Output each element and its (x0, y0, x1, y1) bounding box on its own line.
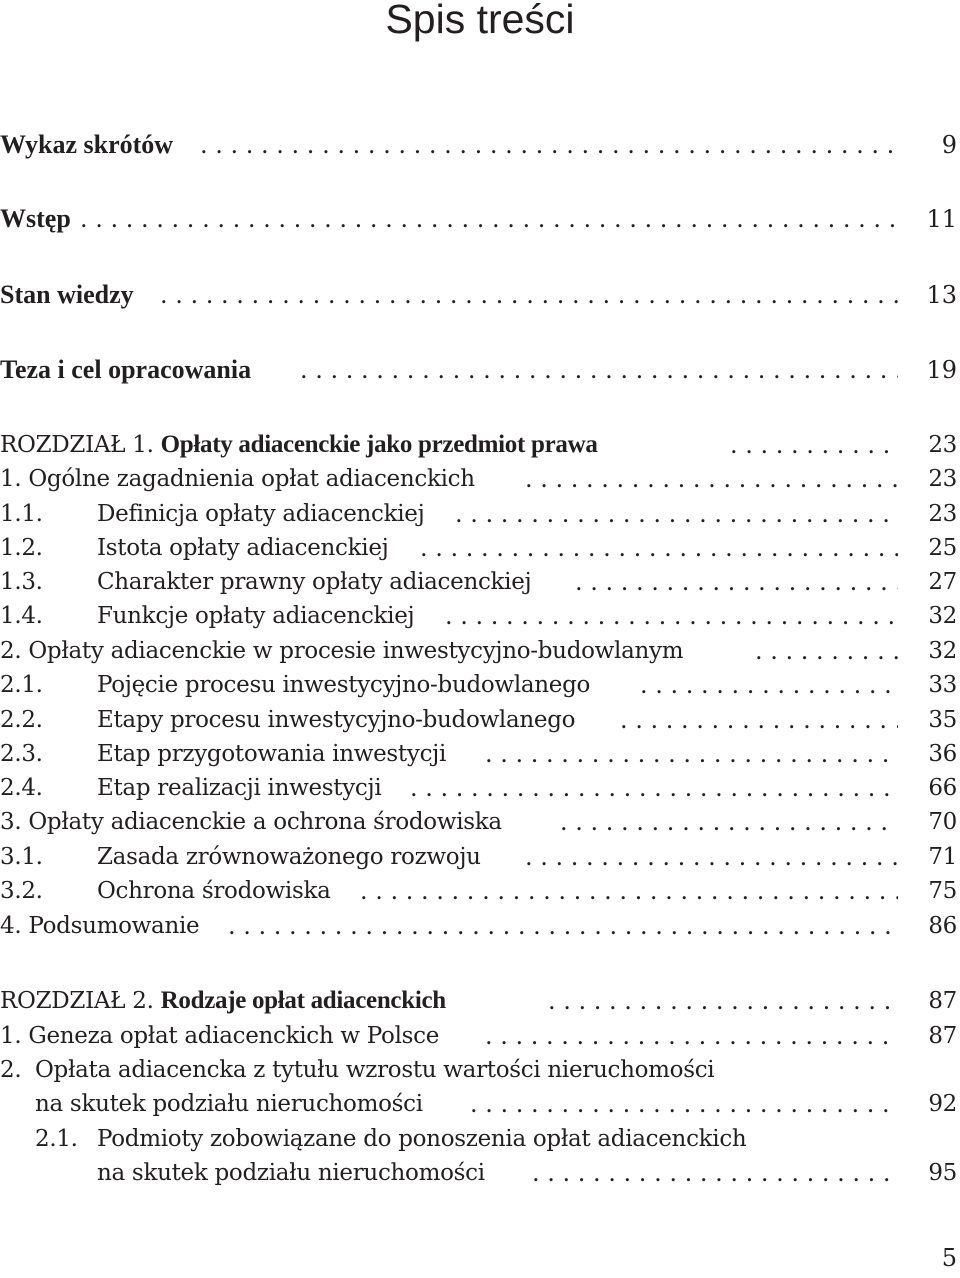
toc-page-number: 87 (901, 1020, 957, 1052)
toc-entry[interactable] (0, 600, 960, 632)
toc-entry[interactable] (0, 704, 960, 736)
dot-leader (548, 985, 898, 1017)
toc-page-number: 87 (901, 985, 957, 1017)
toc-chapter-heading (0, 985, 448, 1017)
toc-chapter-heading (0, 429, 600, 461)
toc-entry-label: Teza i cel opracowania (0, 355, 252, 384)
toc-entry-label: 1.4. Funkcje opłaty adiacenckiej (0, 600, 416, 632)
toc-entry[interactable] (0, 841, 960, 873)
toc-entry-label-line2: na skutek podziału nieruchomości (35, 1088, 425, 1120)
toc-entry-label: 3.2. Ochrona środowiska (0, 875, 333, 907)
toc-chapter-1[interactable] (0, 429, 960, 461)
toc-page-number: 32 (901, 600, 957, 632)
toc-entry-label: 2.2. Etapy procesu inwestycyjno-budowlanego (0, 704, 577, 736)
toc-entry-label-line1: 2. Opłata adiacencka z tytułu wzrostu wartości nieruchomości (0, 1057, 715, 1083)
toc-entry-label: 1.2. Istota opłaty adiacenckiej (0, 532, 390, 564)
dot-leader (755, 635, 898, 667)
chapter-title: Rodzaje opłat adiacenckich (160, 987, 446, 1014)
dot-leader (470, 1088, 898, 1120)
toc-entry[interactable] (0, 772, 960, 804)
toc-page-number: 27 (901, 566, 957, 598)
toc-entry[interactable] (0, 910, 960, 942)
dot-leader (532, 1157, 898, 1189)
toc-page-number: 33 (901, 669, 957, 701)
toc-entry[interactable] (0, 806, 960, 838)
chapter-title: Opłaty adiacenckie jako przedmiot prawa (160, 431, 598, 458)
toc-entry[interactable] (0, 1123, 960, 1193)
toc-page-number: 19 (901, 354, 957, 386)
toc-page-number: 11 (901, 203, 957, 235)
toc-page-number: 86 (901, 910, 957, 942)
dot-leader (525, 841, 898, 873)
dot-leader (620, 704, 898, 736)
toc-entry-label: Wykaz skrótów (0, 130, 174, 159)
dot-leader (485, 1020, 898, 1052)
toc-page-number: 23 (901, 429, 957, 461)
toc-entry-label: 2. Opłaty adiacenckie w procesie inwestycyjno-budowlanym (0, 635, 685, 667)
toc-entry-label: 2.1. Pojęcie procesu inwestycyjno-budowlanego (0, 669, 592, 701)
dot-leader (485, 738, 898, 770)
chapter-prefix: ROZDZIAŁ 2. (0, 988, 154, 1014)
toc-entry[interactable] (0, 669, 960, 701)
toc-entry-label: 2.3. Etap przygotowania inwestycji (0, 738, 448, 770)
toc-entry[interactable] (0, 532, 960, 564)
toc-entry-label: Wstęp (0, 204, 71, 233)
dot-leader (525, 463, 898, 495)
toc-entry-label-line2: na skutek podziału nieruchomości (97, 1157, 487, 1189)
toc-entry-label: 1. Ogólne zagadnienia opłat adiacenckich (0, 463, 477, 495)
toc-entry-label: 1.3. Charakter prawny opłaty adiacenckiej (0, 566, 533, 598)
dot-leader (228, 910, 898, 942)
toc-page-number: 36 (901, 738, 957, 770)
toc-page-number: 95 (901, 1157, 957, 1189)
toc-page-number: 70 (901, 806, 957, 838)
toc-entry-teza-i-cel[interactable] (0, 354, 960, 386)
toc-page-number: 9 (901, 129, 957, 161)
page-title: Spis treści (385, 0, 575, 42)
dot-leader (80, 203, 898, 235)
toc-entry-label: 1.1. Definicja opłaty adiacenckiej (0, 498, 426, 530)
toc-page-number: 13 (901, 279, 957, 311)
dot-leader (455, 498, 898, 530)
toc-page-number: 25 (901, 532, 957, 564)
dot-leader (445, 600, 898, 632)
toc-page-number: 71 (901, 841, 957, 873)
dot-leader (560, 806, 898, 838)
dot-leader (300, 354, 898, 386)
toc-entry-label: 1. Geneza opłat adiacenckich w Polsce (0, 1020, 441, 1052)
dot-leader (575, 566, 898, 598)
dot-leader (640, 669, 898, 701)
dot-leader (360, 875, 898, 907)
toc-page-number: 75 (901, 875, 957, 907)
toc-entry[interactable] (0, 498, 960, 530)
toc-page-number: 66 (901, 772, 957, 804)
chapter-prefix: ROZDZIAŁ 1. (0, 432, 154, 458)
toc-entry-stan-wiedzy[interactable] (0, 279, 960, 311)
dot-leader (410, 772, 898, 804)
toc-entry-label: 3. Opłaty adiacenckie a ochrona środowiska (0, 806, 504, 838)
toc-page-number: 35 (901, 704, 957, 736)
toc-page-number: 23 (901, 463, 957, 495)
page-folio-number: 5 (941, 1244, 957, 1272)
toc-page-number: 23 (901, 498, 957, 530)
dot-leader (200, 129, 898, 161)
toc-page-number: 32 (901, 635, 957, 667)
toc-entry-label: 3.1. Zasada zrównoważonego rozwoju (0, 841, 483, 873)
dot-leader (730, 429, 898, 461)
toc-page-number: 92 (901, 1088, 957, 1120)
toc-entry[interactable] (0, 875, 960, 907)
toc-chapter-2[interactable] (0, 985, 960, 1017)
dot-leader (420, 532, 898, 564)
toc-entry[interactable] (0, 635, 960, 667)
toc-entry[interactable] (0, 566, 960, 598)
toc-entry-label: 4. Podsumowanie (0, 910, 201, 942)
dot-leader (160, 279, 898, 311)
toc-entry[interactable] (0, 738, 960, 770)
toc-entry[interactable] (0, 463, 960, 495)
toc-entry-label: Stan wiedzy (0, 280, 134, 309)
toc-entry[interactable] (0, 1054, 960, 1124)
toc-entry-wykaz-skrotow[interactable] (0, 129, 960, 161)
toc-entry-wstep[interactable] (0, 203, 960, 235)
toc-entry-label: 2.4. Etap realizacji inwestycji (0, 772, 383, 804)
toc-entry-label-line1: 2.1. Podmioty zobowiązane do ponoszenia opłat adiacenckich (35, 1126, 747, 1152)
toc-entry[interactable] (0, 1020, 960, 1052)
